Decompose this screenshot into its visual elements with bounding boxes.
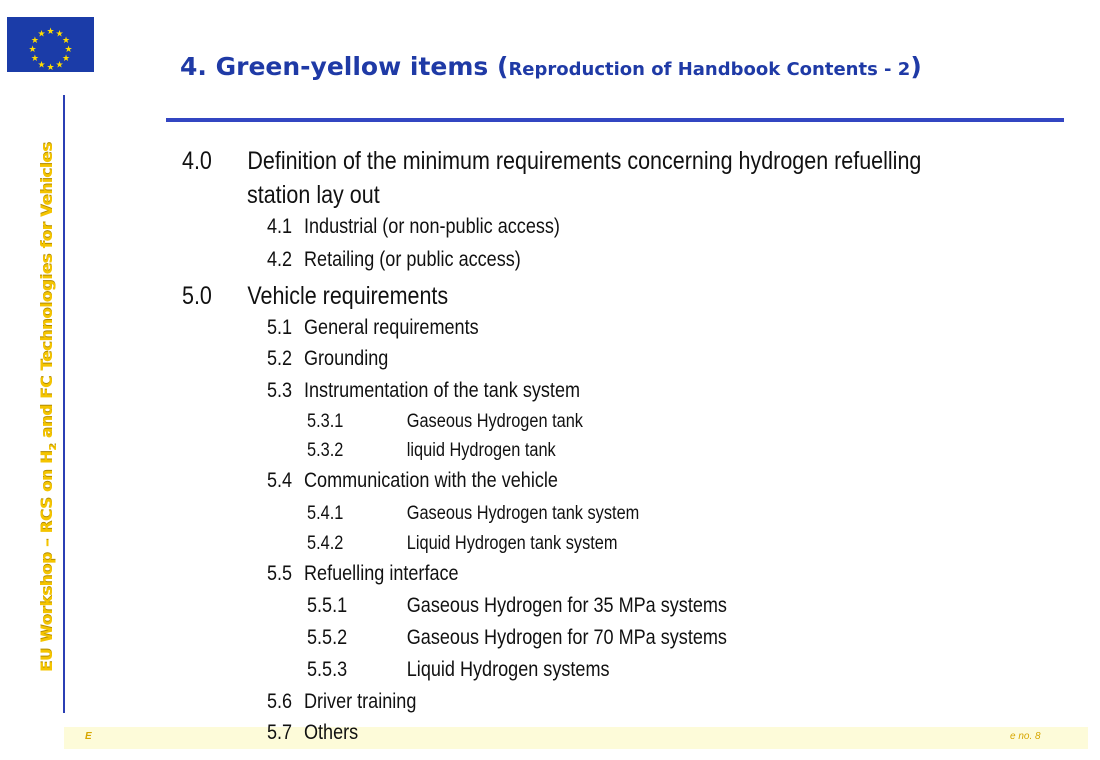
- sidebar-title-pre: EU Workshop – RCS on H: [37, 450, 56, 672]
- toc-row-4-2: [267, 248, 521, 272]
- toc-number: 5.3.2: [307, 440, 344, 461]
- toc-row-5-4: [267, 469, 558, 493]
- toc-row-5-5-1: [307, 594, 727, 618]
- toc-text: Industrial (or non-public access): [303, 215, 560, 238]
- svg-text:★: ★: [55, 60, 64, 71]
- toc-number: 5.0: [182, 282, 212, 310]
- toc-number: 5.4.2: [307, 533, 344, 554]
- toc-text: Refuelling interface: [303, 562, 459, 585]
- toc-row-5-5-3: [307, 658, 610, 682]
- toc-text: Gaseous Hydrogen for 70 MPa systems: [406, 626, 727, 649]
- toc-number: 5.3: [267, 379, 293, 402]
- toc-row-4-0: [182, 147, 921, 176]
- toc-row-5-6: [267, 690, 416, 714]
- toc-row-5-3: [267, 379, 580, 403]
- toc-row-5-5: [267, 562, 459, 586]
- page-title-main: 4. Green-yellow items (: [180, 52, 509, 81]
- svg-text:★: ★: [30, 54, 39, 64]
- svg-text:★: ★: [46, 27, 55, 37]
- svg-text:★: ★: [28, 45, 37, 55]
- toc-text: Definition of the minimum requirements concerning hydrogen refuelling: [247, 147, 922, 175]
- toc-row-5-7: [267, 721, 358, 745]
- toc-row-4-1: [267, 215, 560, 239]
- toc-text: Gaseous Hydrogen tank system: [406, 503, 640, 524]
- toc-text: Gaseous Hydrogen tank: [406, 411, 583, 432]
- toc-number: 5.5.3: [307, 658, 348, 681]
- toc-number: 4.2: [267, 248, 293, 271]
- toc-number: 4.1: [267, 215, 293, 238]
- toc-row-5-3-2: [307, 440, 556, 462]
- toc-text: Instrumentation of the tank system: [303, 379, 581, 402]
- svg-text:★: ★: [62, 54, 71, 64]
- toc-row-5-3-1: [307, 411, 583, 433]
- page-title-sub: Reproduction of Handbook Contents - 2: [508, 59, 911, 80]
- footer-left-text: E: [85, 731, 92, 742]
- toc-row-5-2: [267, 347, 388, 371]
- sidebar-title-post: and FC Technologies for Vehicles: [37, 142, 56, 444]
- toc-text: station lay out: [247, 181, 380, 209]
- page-title-close: ): [910, 52, 922, 81]
- toc-text: Driver training: [303, 690, 417, 713]
- toc-text: Liquid Hydrogen tank system: [406, 533, 618, 554]
- toc-number: 5.1: [267, 316, 293, 339]
- toc-number: 5.3.1: [307, 411, 344, 432]
- toc-text: Retailing (or public access): [303, 248, 521, 271]
- toc-number: 5.7: [267, 721, 293, 744]
- toc-number: 4.0: [182, 147, 212, 175]
- toc-text: Grounding: [303, 347, 389, 370]
- toc-row-5-5-2: [307, 626, 727, 650]
- toc-text: General requirements: [303, 316, 479, 339]
- toc-row-5-4-1: [307, 503, 639, 525]
- footer-slide-number: e no. 8: [1010, 731, 1041, 742]
- toc-number: 5.4.1: [307, 503, 344, 524]
- svg-text:★: ★: [30, 36, 39, 46]
- svg-text:★: ★: [46, 63, 55, 72]
- toc-row-5-0: [182, 282, 448, 311]
- svg-text:★: ★: [37, 60, 46, 71]
- toc-number: 5.5.1: [307, 594, 348, 617]
- toc-row-4-0-cont: [247, 181, 380, 210]
- toc-text: Vehicle requirements: [247, 282, 449, 310]
- svg-text:★: ★: [37, 29, 46, 40]
- toc-row-5-4-2: [307, 533, 617, 555]
- toc-number: 5.4: [267, 469, 293, 492]
- toc-text: Others: [303, 721, 359, 744]
- toc-text: Liquid Hydrogen systems: [406, 658, 610, 681]
- toc-number: 5.6: [267, 690, 293, 713]
- svg-text:★: ★: [55, 29, 64, 40]
- toc-text: Communication with the vehicle: [303, 469, 558, 492]
- svg-text:★: ★: [64, 45, 73, 55]
- toc-text: liquid Hydrogen tank: [406, 440, 556, 461]
- toc-number: 5.5.2: [307, 626, 348, 649]
- toc-text: Gaseous Hydrogen for 35 MPa systems: [406, 594, 727, 617]
- sidebar-title-subscript: 2: [48, 443, 60, 451]
- toc-row-5-1: [267, 316, 479, 340]
- svg-text:★: ★: [62, 36, 71, 46]
- toc-number: 5.2: [267, 347, 293, 370]
- toc-number: 5.5: [267, 562, 293, 585]
